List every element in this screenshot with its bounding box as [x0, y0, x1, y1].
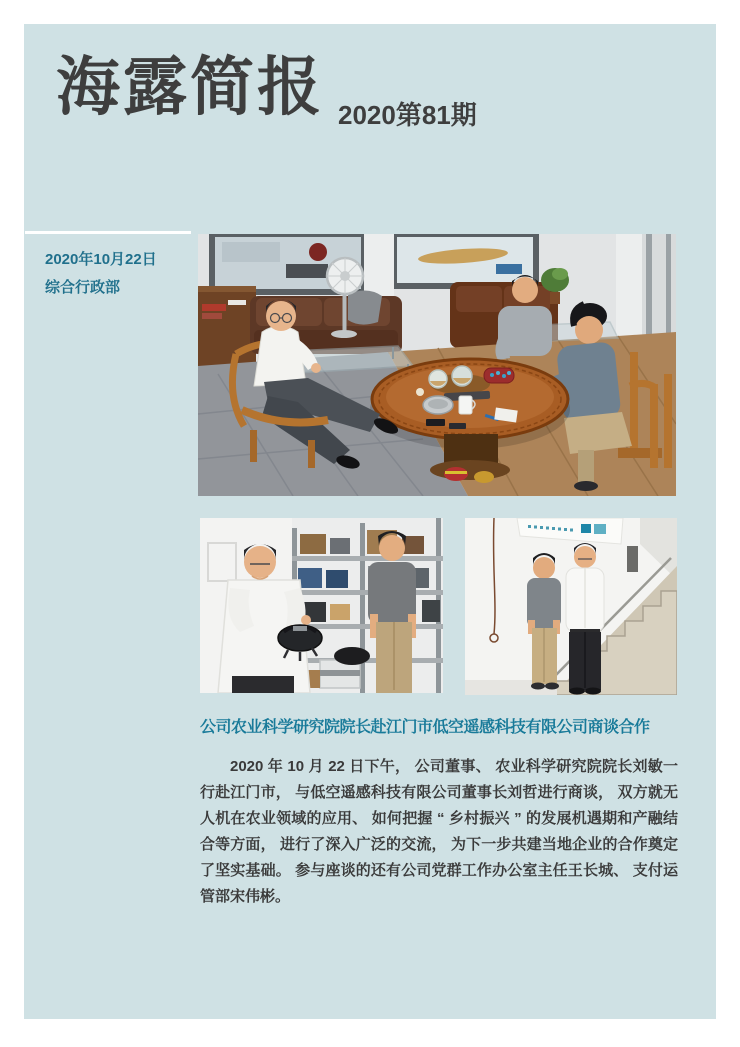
sidebar-divider [25, 231, 191, 234]
article-body: 2020 年 10 月 22 日下午， 公司董事、 农业科学研究院院长刘敏一行赴江门市， 与低空遥感科技有限公司董事长刘哲进行商谈， 双方就无人机在农业领域的应用、 如何把握 “ 乡村振兴 ” 的发展机遇期和产融结合等方面， 进行了深入广泛的交流， 为下一步共建当地企业的合作奠定了坚实基础。 参与座谈的还有公司党群工作办公室主任王长城、 支付运管部宋伟彬。 [200, 758, 678, 905]
issuing-department: 综合行政部 [45, 279, 121, 296]
content-panel [24, 24, 716, 1019]
photo-workshop [200, 518, 443, 693]
article-headline: 公司农业科学研究院院长赴江门市低空遥感科技有限公司商谈合作 [200, 719, 650, 736]
publish-date: 2020年10月22日 [45, 251, 157, 268]
photo-stairwell [465, 518, 677, 695]
photo-meeting [198, 234, 676, 496]
issue-number: 2020第81期 [338, 100, 477, 130]
stairwell-photo-illustration [465, 518, 677, 695]
newsletter-title: 海露简报 [56, 51, 324, 123]
meeting-photo-illustration [198, 234, 676, 496]
workshop-photo-illustration [200, 518, 443, 693]
